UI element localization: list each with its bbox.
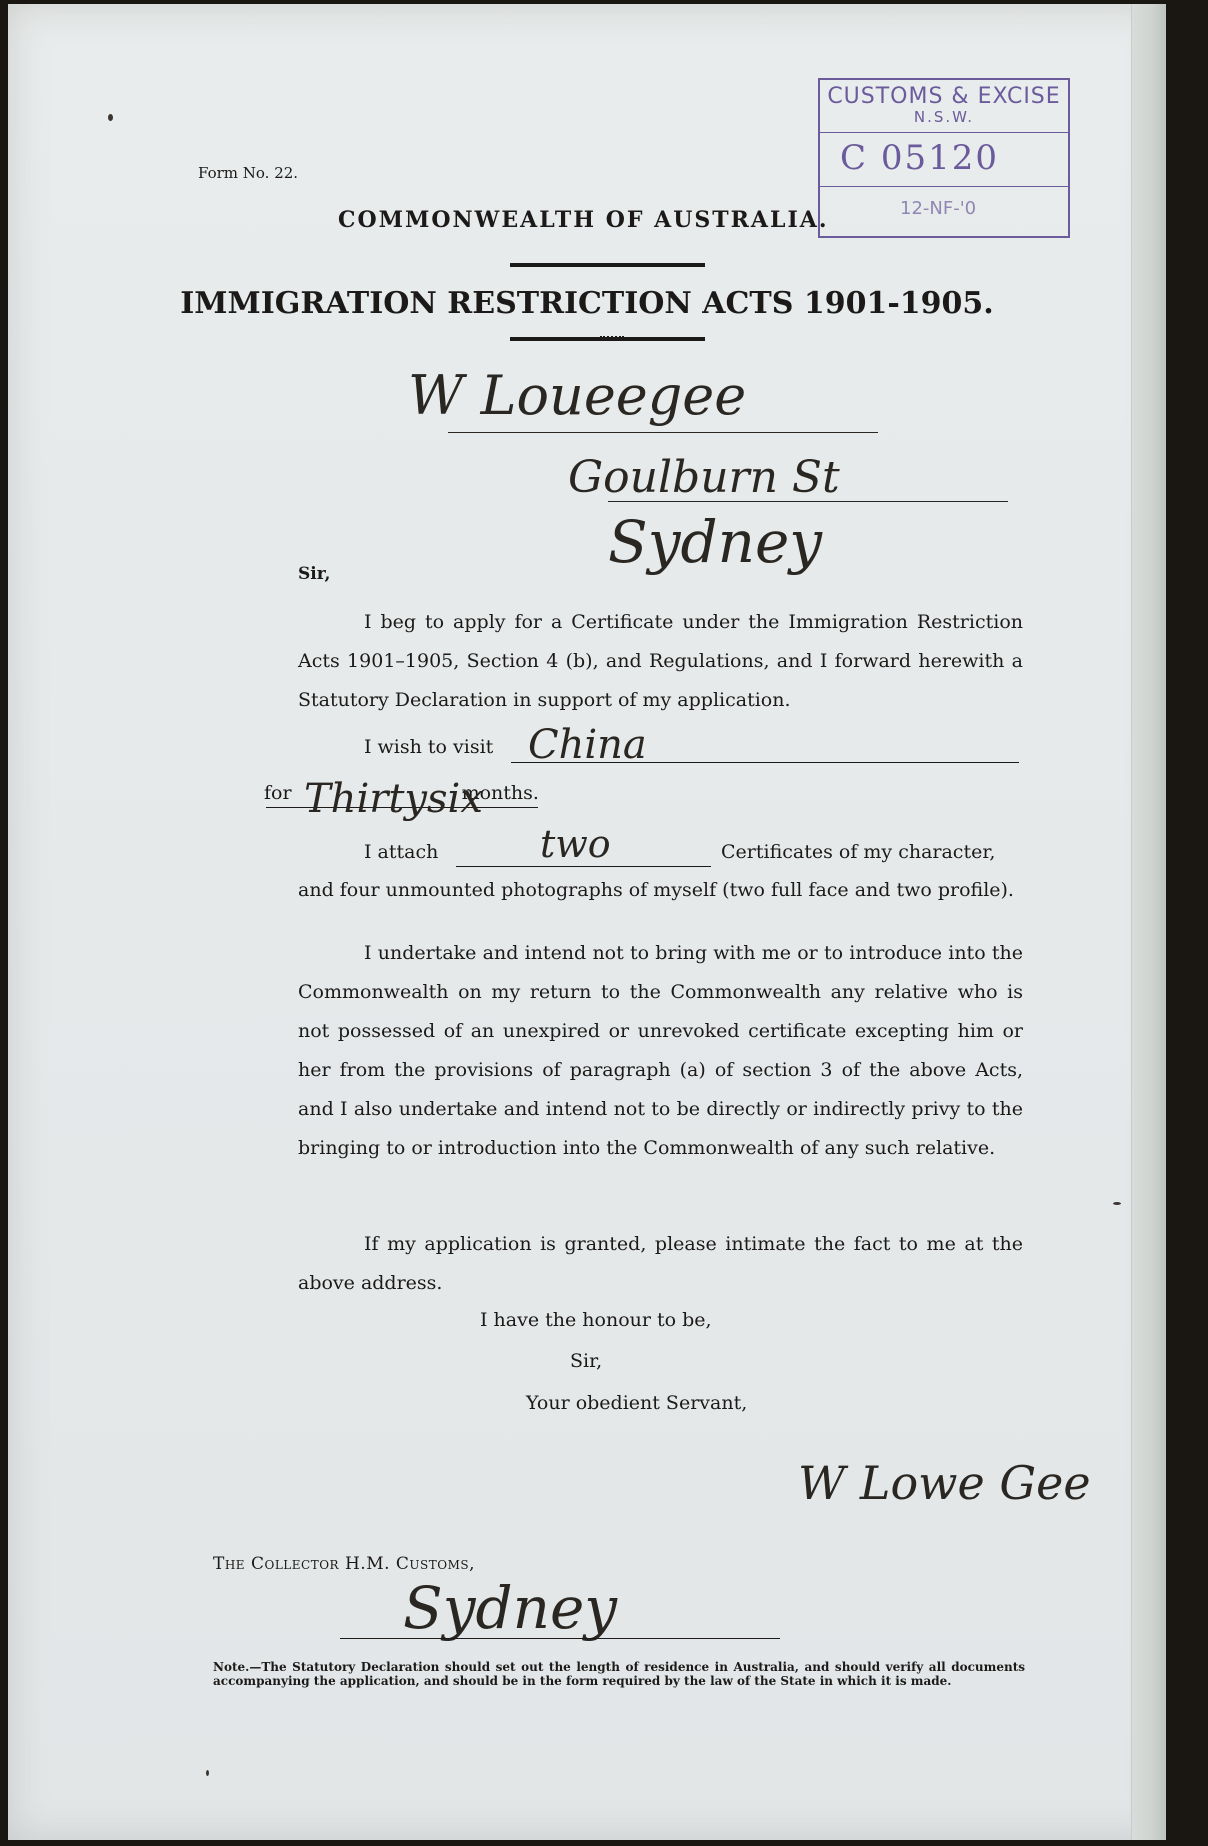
handwritten-collector-city: Sydney — [403, 1574, 618, 1642]
months-prefix: for — [264, 782, 292, 804]
notification-paragraph — [298, 1225, 1023, 1303]
document-title: IMMIGRATION RESTRICTION ACTS 1901-1905. — [180, 286, 994, 321]
stamp-date: 12-NF-'0 — [900, 198, 977, 219]
handwritten-street: Goulburn St — [568, 452, 840, 503]
notification-text: If my application is granted, please intimate the fact to me at the above address. — [298, 1233, 1023, 1294]
photographs-line: and four unmounted photographs of myself (two full face and two profile). — [298, 879, 1014, 901]
application-paragraph — [298, 603, 1023, 720]
paper-speck — [108, 114, 113, 121]
handwritten-certificate-count: two — [540, 822, 611, 866]
handwritten-duration: Thirtysix — [304, 776, 483, 822]
stamp-number: C 05120 — [840, 138, 999, 178]
closing-honour: I have the honour to be, — [480, 1309, 712, 1331]
title-dots — [600, 336, 624, 338]
stamp-agency: CUSTOMS & EXCISE — [827, 84, 1061, 109]
handwritten-city: Sydney — [608, 508, 823, 576]
handwritten-applicant-name: W Loueegee — [408, 364, 747, 427]
undertaking-paragraph — [298, 934, 1023, 1168]
addressee: The Collector H.M. Customs, — [213, 1554, 476, 1574]
handwritten-signature: W Lowe Gee — [798, 1456, 1091, 1510]
stamp-divider — [820, 132, 1068, 133]
street-underline — [608, 501, 1008, 502]
document-heading: COMMONWEALTH OF AUSTRALIA. — [338, 207, 829, 233]
title-rule-top — [510, 263, 705, 267]
paper-speck — [206, 1770, 209, 1776]
handwritten-destination: China — [528, 722, 647, 768]
attach-label: I attach — [364, 841, 439, 863]
name-underline — [448, 432, 878, 433]
application-text: I beg to apply for a Certificate under the Immigration Restriction Acts 1901–1905, Section 4 (b), and Regulations, and I forward herewith a Statutory Declaration in support of my application. — [298, 611, 1023, 711]
page-edge — [1131, 4, 1166, 1840]
form-number: Form No. 22. — [198, 164, 299, 182]
closing-servant: Your obedient Servant, — [526, 1392, 748, 1414]
attach-blank-line — [456, 866, 711, 867]
customs-stamp — [818, 78, 1070, 238]
visit-label: I wish to visit — [364, 736, 494, 758]
stamp-state: N.S.W. — [913, 108, 975, 126]
stamp-divider — [820, 186, 1068, 187]
closing-sir: Sir, — [570, 1350, 603, 1372]
salutation: Sir, — [298, 564, 331, 584]
footnote: Note.—The Statutory Declaration should set out the length of residence in Australia, and should verify all documents accompanying the application, and should be in the form required by the law of the State in which it is made. — [213, 1660, 1025, 1688]
collector-city-line — [340, 1638, 780, 1639]
undertaking-text: I undertake and intend not to bring with me or to introduce into the Commonwealth on my return to the Commonwealth any relative who is not possessed of an unexpired or unrevoked certificate excepting him or her from the provisions of paragraph (a) of section 3 of the above Acts, and I also undertake and intend not to be directly or indirectly privy to the bringing to or introduction into the Commonwealth of any such relative. — [298, 942, 1023, 1159]
months-suffix: months. — [461, 782, 539, 804]
attach-suffix: Certificates of my character, — [721, 841, 996, 863]
paper-speck — [1113, 1202, 1121, 1205]
document-page — [8, 4, 1166, 1840]
